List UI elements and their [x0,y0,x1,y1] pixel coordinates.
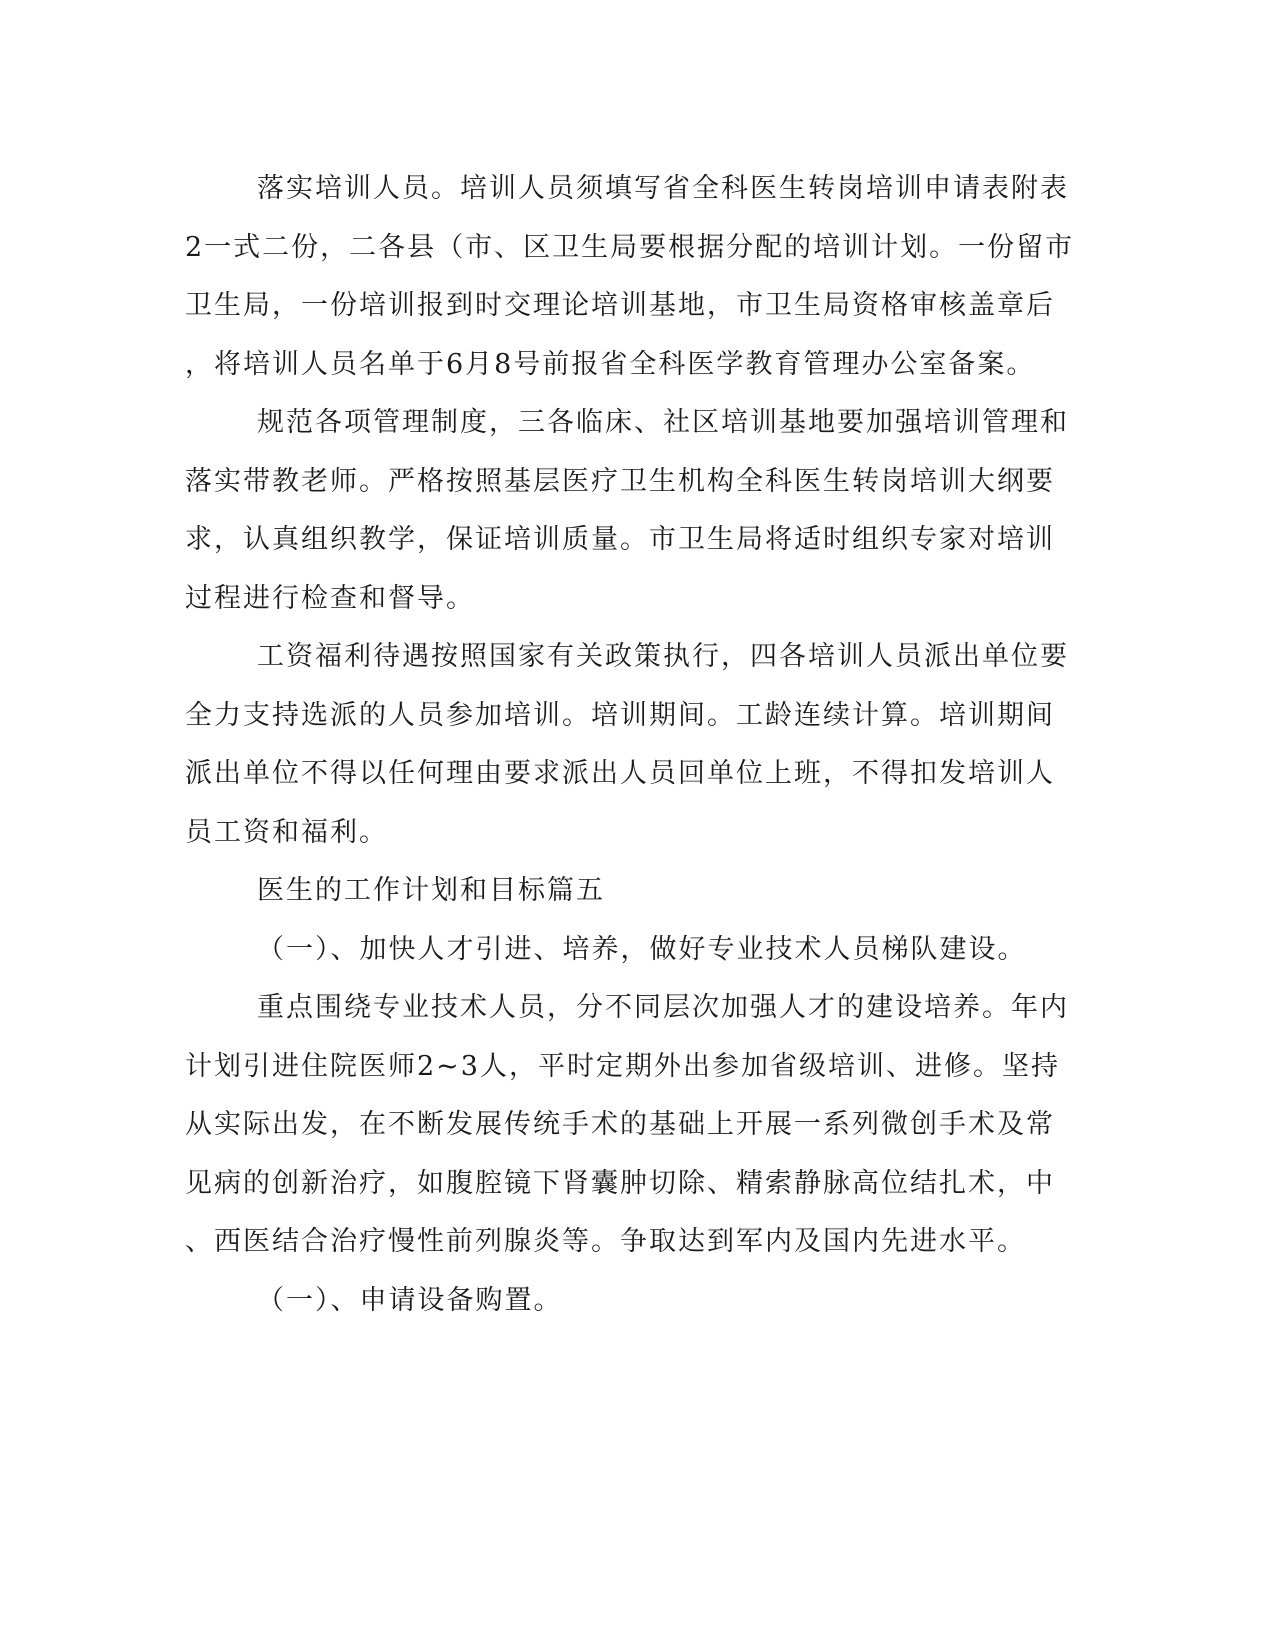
text-line: 计划引进住院医师2~3人，平时定期外出参加省级培训、进修。坚持 [185,1050,1060,1082]
text-line: 从实际出发，在不断发展传统手术的基础上开展一系列微创手术及常 [185,1109,1055,1140]
heading-line: 医生的工作计划和目标篇五 [257,875,605,906]
document-body [185,160,1075,1330]
paragraph-talent-building [185,979,1069,1272]
text-line: 过程进行检查和督导。 [185,582,475,614]
text-line: 员工资和福利。 [185,816,388,848]
subheading-talent [185,921,1065,980]
text-line: 全力支持选派的人员参加培训。培训期间。工龄连续计算。培训期间 [185,699,1055,731]
text-line: 派出单位不得以任何理由要求派出人员回单位上班，不得扣发培训人 [185,758,1055,789]
paragraph-management-rules [185,394,1069,628]
paragraph-training-personnel [185,160,1075,394]
section-heading [185,862,1065,921]
paragraph-salary-welfare [185,628,1069,862]
text-line: 工资福利待遇按照国家有关政策执行，四各培训人员派出单位要 [257,641,1069,672]
text-line: 落实带教老师。严格按照基层医疗卫生机构全科医生转岗培训大纲要 [185,465,1055,497]
text-line: 见病的创新治疗，如腹腔镜下肾囊肿切除、精索静脉高位结扎术，中 [185,1167,1055,1199]
text-line: 规范各项管理制度，三各临床、社区培训基地要加强培训管理和 [257,407,1069,438]
text-line: 卫生局，一份培训报到时交理论培训基地，市卫生局资格审核盖章后 [185,290,1055,321]
text-line: ，将培训人员名单于6月8号前报省全科医学教育管理办公室备案。 [185,348,1036,380]
subheading-line: （一）、加快人才引进、培养，做好专业技术人员梯队建设。 [257,933,1027,965]
subheading-equipment [185,1272,1065,1331]
text-line: 落实培训人员。培训人员须填写省全科医生转岗培训申请表附表 [257,173,1069,204]
text-line: 、西医结合治疗慢性前列腺炎等。争取达到军内及国内先进水平。 [185,1226,1026,1257]
text-line: 求，认真组织教学，保证培训质量。市卫生局将适时组织专家对培训 [185,524,1055,555]
subheading-line: （一）、申请设备购置。 [257,1284,563,1316]
text-line: 2一式二份，二各县（市、区卫生局要根据分配的培训计划。一份留市 [185,231,1075,263]
text-line: 重点围绕专业技术人员，分不同层次加强人才的建设培养。年内 [257,992,1069,1023]
